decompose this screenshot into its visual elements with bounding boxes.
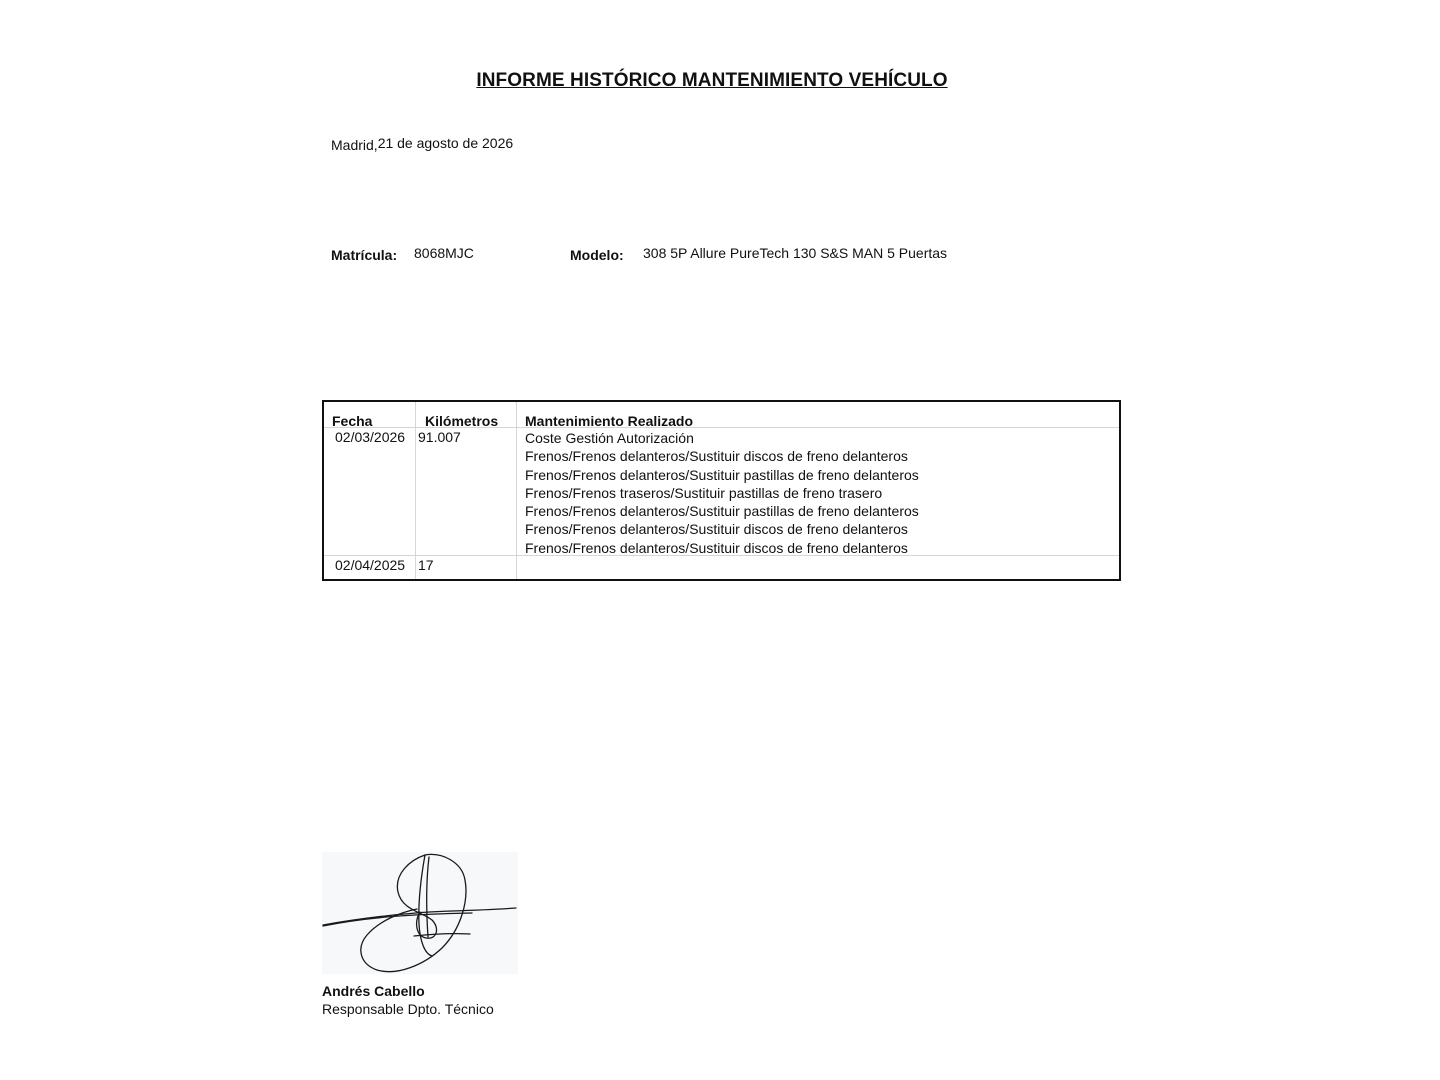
signer-role: Responsable Dpto. Técnico bbox=[322, 1001, 494, 1017]
row-maintenance-list bbox=[525, 429, 919, 557]
maintenance-item: Coste Gestión Autorización bbox=[525, 430, 694, 446]
date-city: Madrid, bbox=[331, 137, 378, 153]
document-title: INFORME HISTÓRICO MANTENIMIENTO VEHÍCULO bbox=[476, 70, 948, 91]
signer-name: Andrés Cabello bbox=[322, 983, 425, 999]
maintenance-item: Frenos/Frenos delanteros/Sustituir pastillas de freno delanteros bbox=[525, 466, 919, 483]
row-date: 02/04/2025 bbox=[335, 557, 406, 573]
maintenance-item: Frenos/Frenos delanteros/Sustituir discos de freno delanteros bbox=[525, 539, 908, 556]
maintenance-item: Frenos/Frenos delanteros/Sustituir discos de freno delanteros bbox=[525, 448, 908, 465]
plate-value: 8068MJC bbox=[414, 245, 474, 261]
model-value: 308 5P Allure PureTech 130 S&S MAN 5 Puertas bbox=[643, 245, 948, 261]
row-km: 91.007 bbox=[418, 429, 461, 445]
maintenance-item: Frenos/Frenos traseros/Sustituir pastillas de freno trasero bbox=[525, 484, 883, 501]
header-date: Fecha bbox=[332, 413, 373, 429]
header-maintenance: Mantenimiento Realizado bbox=[525, 413, 694, 429]
date-line bbox=[331, 135, 513, 151]
model-label: Modelo: bbox=[570, 247, 624, 263]
plate-label: Matrícula: bbox=[331, 247, 398, 263]
maintenance-item: Frenos/Frenos delanteros/Sustituir pastillas de freno delanteros bbox=[525, 503, 919, 520]
maintenance-table bbox=[322, 400, 1121, 581]
column-divider bbox=[415, 402, 416, 579]
column-divider bbox=[516, 402, 517, 579]
maintenance-item: Frenos/Frenos delanteros/Sustituir discos de freno delanteros bbox=[525, 521, 908, 538]
signature-scribble bbox=[322, 852, 518, 974]
signature-image bbox=[322, 852, 518, 974]
header-km: Kilómetros bbox=[425, 413, 499, 429]
row-date: 02/03/2026 bbox=[335, 429, 406, 445]
row-km: 17 bbox=[418, 557, 434, 573]
date-value: 21 de agosto de 2026 bbox=[377, 135, 514, 151]
